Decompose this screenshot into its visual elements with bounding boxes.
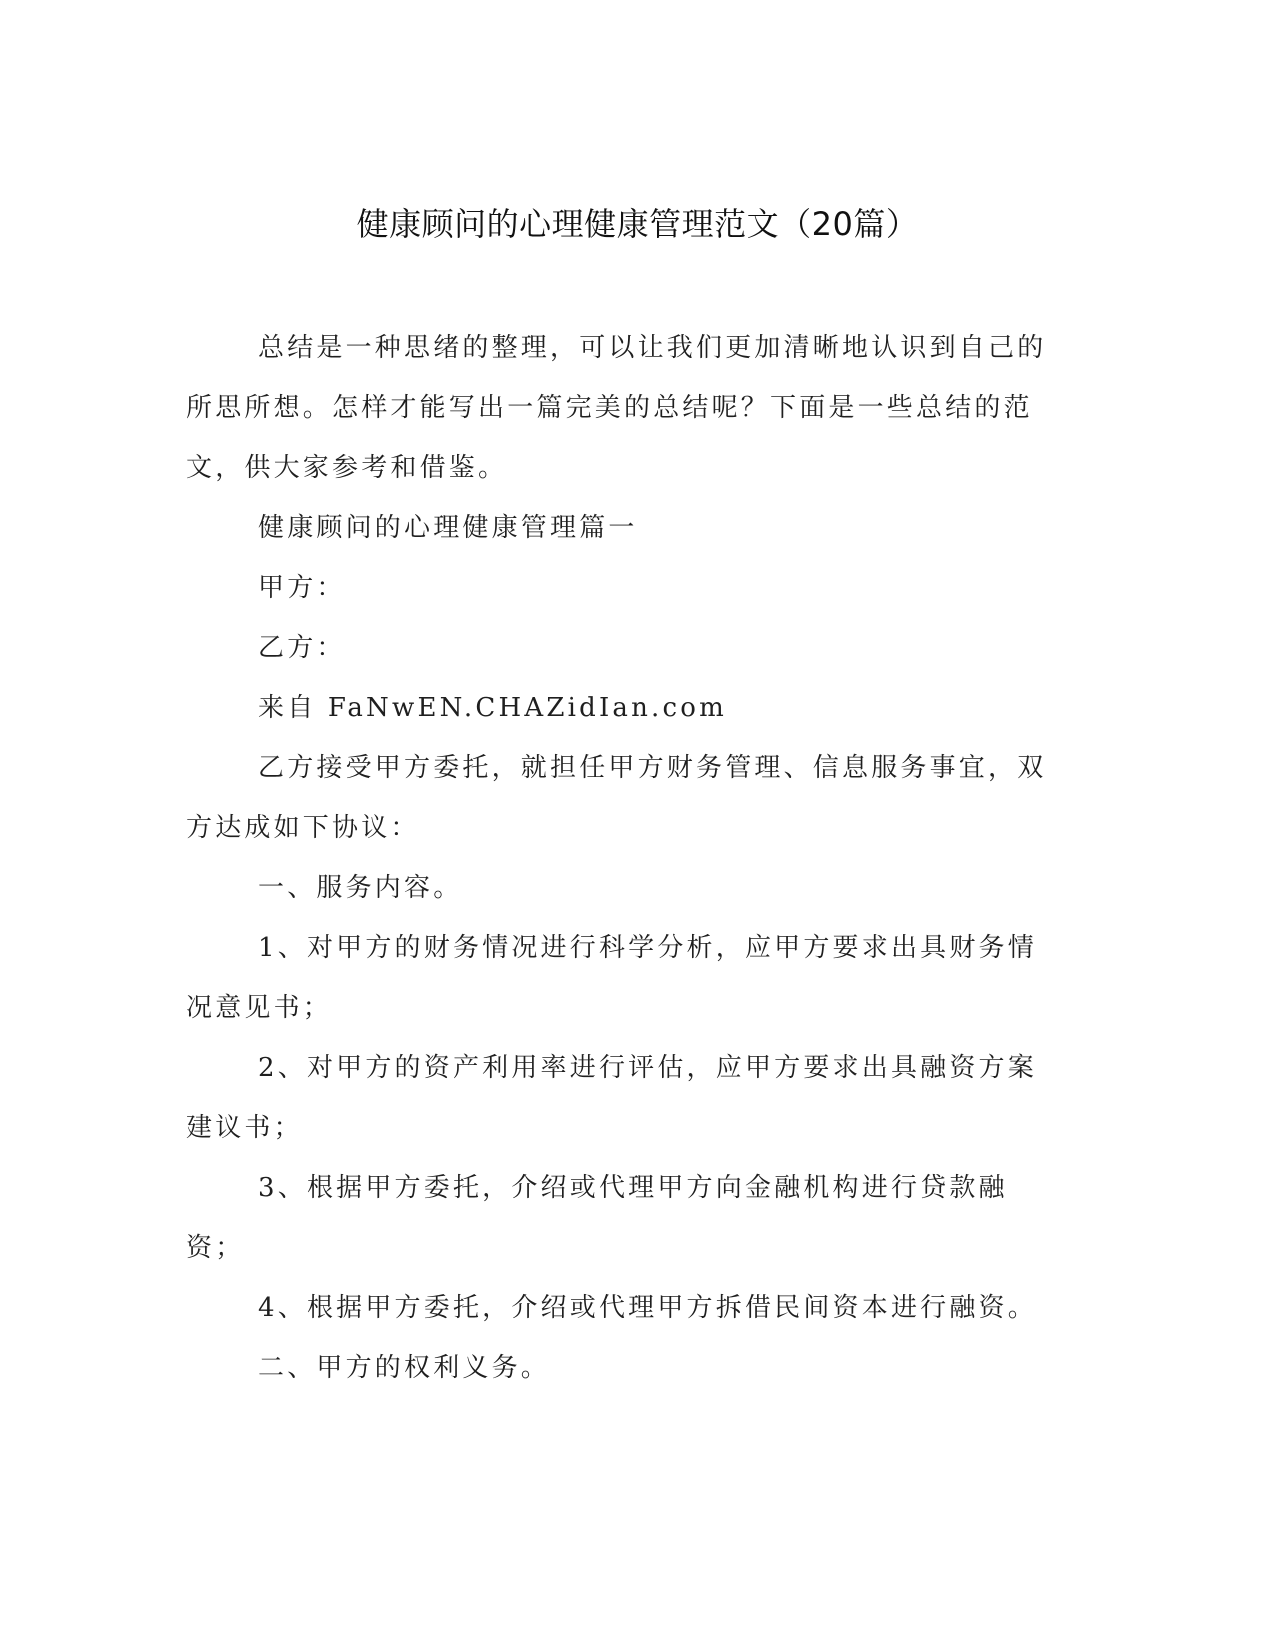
document-title: 健康顾问的心理健康管理范文（20篇） (356, 205, 919, 243)
list-item: 1、对甲方的财务情况进行科学分析，应甲方要求出具财务情况意见书； (186, 933, 1037, 1023)
source-line: 来自 FaNwEN.CHAZidIan.com (258, 693, 727, 723)
list-item: 2、对甲方的资产利用率进行评估，应甲方要求出具融资方案建议书； (186, 1053, 1037, 1143)
section-heading: 健康顾问的心理健康管理篇一 (258, 513, 638, 543)
party-a-line: 甲方： (258, 573, 346, 603)
party-b-line: 乙方： (258, 633, 346, 663)
intro-paragraph: 总结是一种思绪的整理，可以让我们更加清晰地认识到自己的所思所想。怎样才能写出一篇完美的总结呢？下面是一些总结的范文，供大家参考和借鉴。 (186, 333, 1047, 483)
document-body (186, 318, 1066, 1398)
list-item: 4、根据甲方委托，介绍或代理甲方拆借民间资本进行融资。 (258, 1293, 1037, 1323)
rights-obligations-heading: 二、甲方的权利义务。 (258, 1353, 551, 1383)
service-content-heading: 一、服务内容。 (258, 873, 463, 903)
agreement-paragraph: 乙方接受甲方委托，就担任甲方财务管理、信息服务事宜，双方达成如下协议： (186, 753, 1047, 843)
list-item: 3、根据甲方委托，介绍或代理甲方向金融机构进行贷款融资； (186, 1173, 1008, 1263)
